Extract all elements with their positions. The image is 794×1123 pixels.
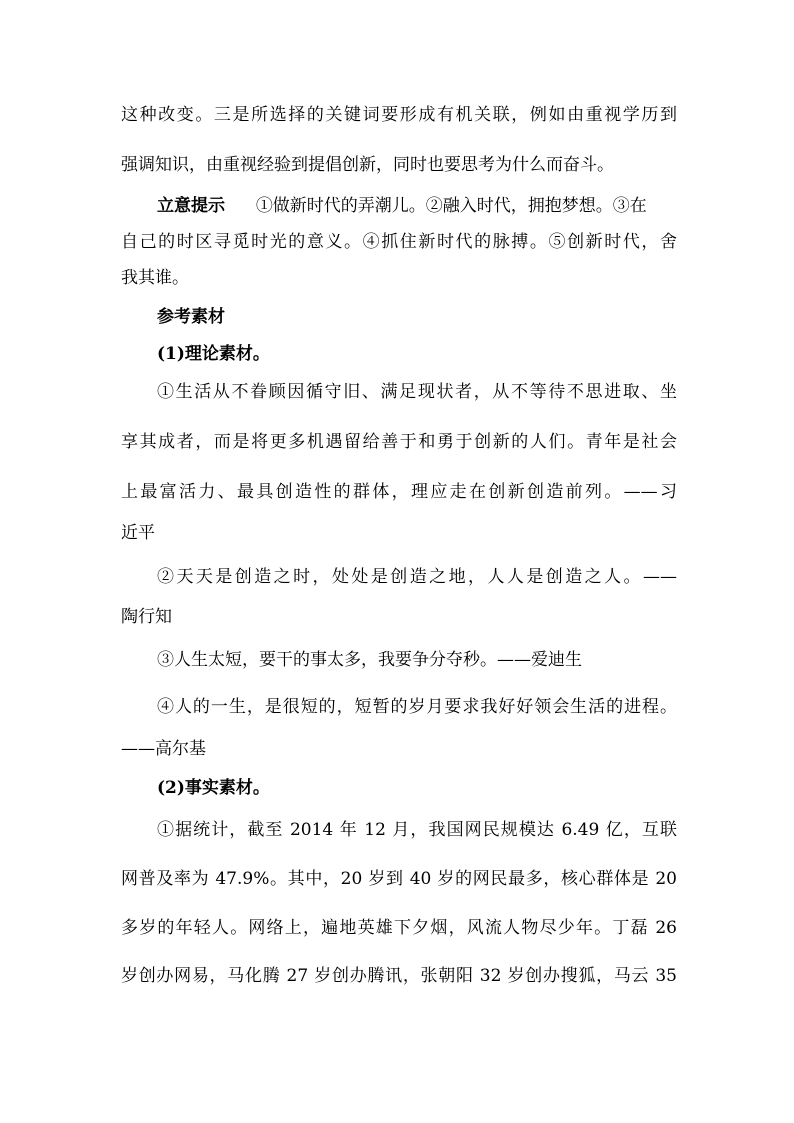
paragraph-line: ④人的一生，是很短的，短暂的岁月要求我好好领会生活的进程。 bbox=[157, 697, 677, 717]
paragraph-line: 享其成者，而是将更多机遇留给善于和勇于创新的人们。青年是社会 bbox=[121, 432, 677, 452]
paragraph-line: ③人生太短，要干的事太多，我要争分夺秒。——爱迪生 bbox=[157, 650, 582, 670]
paragraph-line: ——高尔基 bbox=[121, 739, 206, 759]
paragraph-line: 上最富活力、最具创造性的群体，理应走在创新创造前列。——习 bbox=[121, 482, 677, 502]
paragraph-line: 网普及率为 47.9%。其中，20 岁到 40 岁的网民最多，核心群体是 20 bbox=[121, 869, 677, 889]
theme-hints-paragraph bbox=[157, 194, 677, 218]
subsection-heading: (1)理论素材。 bbox=[157, 344, 270, 364]
paragraph-line: 自己的时区寻觅时光的意义。④抓住新时代的脉搏。⑤创新时代，舍 bbox=[121, 232, 677, 252]
paragraph-line: ①据统计，截至 2014 年 12 月，我国网民规模达 6.49 亿，互联 bbox=[157, 820, 677, 840]
paragraph-line: 多岁的年轻人。网络上，遍地英雄下夕烟，风流人物尽少年。丁磊 26 bbox=[121, 918, 677, 938]
paragraph-line: 陶行知 bbox=[121, 607, 172, 627]
paragraph-line: 强调知识，由重视经验到提倡创新，同时也要思考为什么而奋斗。 bbox=[121, 155, 614, 175]
paragraph-line: 这种改变。三是所选择的关键词要形成有机关联，例如由重视学历到 bbox=[121, 105, 677, 125]
paragraph-line: ②天天是创造之时，处处是创造之地，人人是创造之人。—— bbox=[157, 567, 677, 587]
theme-hints-heading: 立意提示 bbox=[157, 196, 225, 216]
paragraph-line: ①生活从不眷顾因循守旧、满足现状者，从不等待不思进取、坐 bbox=[157, 382, 677, 402]
subsection-heading: (2)事实素材。 bbox=[157, 778, 270, 798]
paragraph-line: 我其谁。 bbox=[121, 268, 189, 288]
paragraph-line: ①做新时代的弄潮儿。②融入时代，拥抱梦想。③在 bbox=[255, 196, 647, 216]
paragraph-line: 近平 bbox=[121, 523, 155, 543]
paragraph-line: 岁创办网易，马化腾 27 岁创办腾讯，张朝阳 32 岁创办搜狐，马云 35 bbox=[121, 966, 677, 986]
section-heading: 参考素材 bbox=[157, 307, 225, 327]
